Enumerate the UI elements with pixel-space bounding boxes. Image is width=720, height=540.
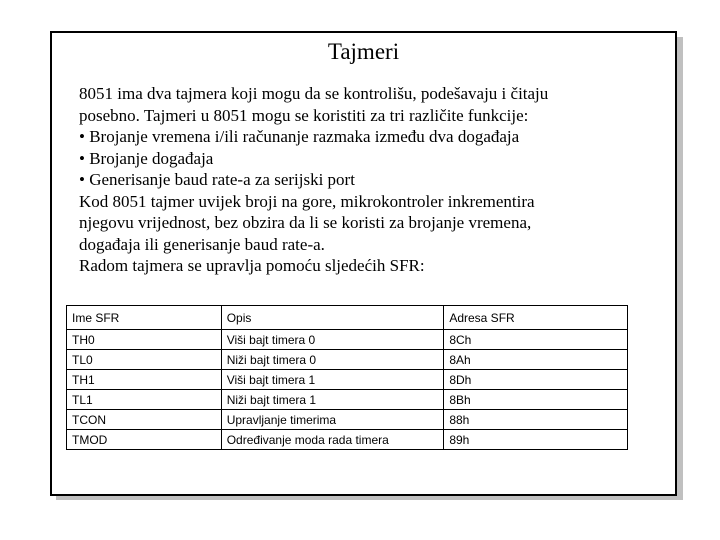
body-line: njegovu vrijednost, bez obzira da li se koristi za brojanje vremena, <box>79 213 532 232</box>
slide-title: Tajmeri <box>327 39 400 64</box>
header-cell-description: Opis <box>221 306 444 330</box>
header-cell-name: Ime SFR <box>67 306 222 330</box>
cell-sfr-address: 8Ah <box>444 350 628 370</box>
sfr-table <box>66 305 628 450</box>
cell-sfr-address: 8Bh <box>444 390 628 410</box>
body-line: Radom tajmera se upravlja pomoću sljedećih SFR: <box>79 256 425 275</box>
body-line: događaja ili generisanje baud rate-a. <box>79 234 325 254</box>
body-line: Kod 8051 tajmer uvijek broji na gore, mikrokontroler inkrementira <box>79 191 535 211</box>
cell-sfr-address: 89h <box>444 430 628 450</box>
table-row <box>67 410 628 430</box>
cell-sfr-name: TH0 <box>67 330 222 350</box>
cell-sfr-address: 8Ch <box>444 330 628 350</box>
slide-body <box>79 83 659 277</box>
cell-sfr-address: 8Dh <box>444 370 628 390</box>
table-row <box>67 350 628 370</box>
table-row <box>67 430 628 450</box>
cell-sfr-name: TL1 <box>67 390 222 410</box>
table-row <box>67 370 628 390</box>
header-cell-address: Adresa SFR <box>444 306 628 330</box>
table-header-row <box>67 306 628 330</box>
table-row <box>67 390 628 410</box>
bullet-line: • Generisanje baud rate-a za serijski port <box>79 170 355 189</box>
cell-sfr-description: Viši bajt timera 0 <box>221 330 444 350</box>
cell-sfr-description: Upravljanje timerima <box>221 410 444 430</box>
cell-sfr-description: Niži bajt timera 0 <box>221 350 444 370</box>
table-row <box>67 330 628 350</box>
bullet-line: • Brojanje događaja <box>79 148 214 168</box>
cell-sfr-name: TCON <box>67 410 222 430</box>
bullet-line: • Brojanje vremena i/ili računanje razmaka između dva događaja <box>79 127 520 146</box>
slide <box>50 31 677 496</box>
cell-sfr-name: TL0 <box>67 350 222 370</box>
cell-sfr-name: TH1 <box>67 370 222 390</box>
body-line: posebno. Tajmeri u 8051 mogu se koristiti za tri različite funkcije: <box>79 105 529 125</box>
cell-sfr-description: Viši bajt timera 1 <box>221 370 444 390</box>
body-line: 8051 ima dva tajmera koji mogu da se kontrolišu, podešavaju i čitaju <box>79 84 549 103</box>
cell-sfr-description: Određivanje moda rada timera <box>221 430 444 450</box>
cell-sfr-address: 88h <box>444 410 628 430</box>
cell-sfr-description: Niži bajt timera 1 <box>221 390 444 410</box>
cell-sfr-name: TMOD <box>67 430 222 450</box>
